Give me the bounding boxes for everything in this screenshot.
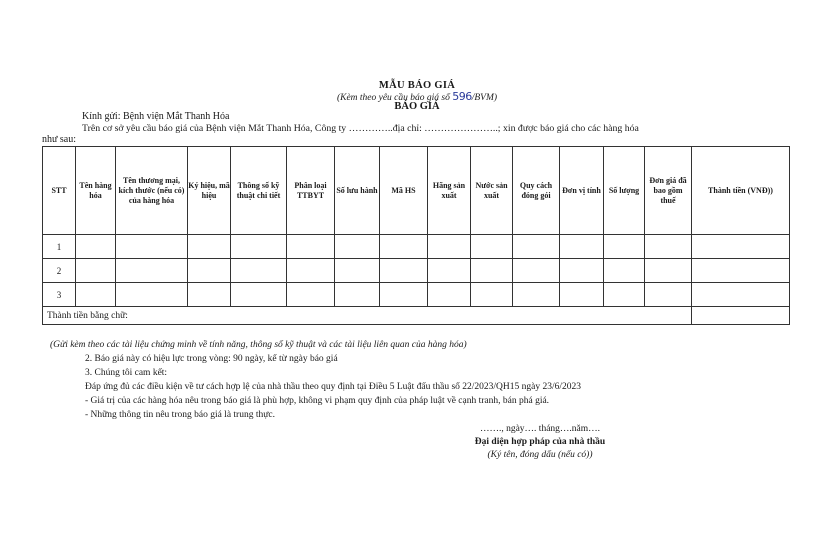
subtitle-suffix: /BVM) <box>471 93 498 103</box>
signature-date: ……., ngày…. tháng….năm…. <box>479 424 601 434</box>
row-number: 1 <box>43 235 76 259</box>
quotation-table <box>42 146 790 325</box>
column-header: Đơn giá đã bao gồm thuế <box>645 147 692 235</box>
total-in-words-label: Thành tiền bằng chữ: <box>43 307 692 325</box>
row-number: 2 <box>43 259 76 283</box>
commitment-title: 3. Chúng tôi cam kết: <box>85 368 168 378</box>
table-row <box>43 235 790 259</box>
column-header: Đơn vị tính <box>560 147 604 235</box>
column-header: Số lưu hành <box>335 147 380 235</box>
total-row <box>43 307 790 325</box>
document-title: MẪU BÁO GIÁ <box>378 80 456 91</box>
column-header: Hãng sản xuất <box>428 147 471 235</box>
column-header: STT <box>43 147 76 235</box>
column-header: Quy cách đóng gói <box>513 147 560 235</box>
commitment-item: - Giá trị của các hàng hóa nêu trong báo giá là phù hợp, không vi phạm quy định của pháp luật về cạnh tranh, bán phá giá. <box>85 396 550 406</box>
column-header: Nước sản xuất <box>471 147 513 235</box>
commitment-item: Đáp ứng đủ các điều kiện về tư cách hợp lệ của nhà thầu theo quy định tại Điều 5 Luật đấu thầu số 22/2023/QH15 ngày 23/6/2023 <box>85 382 582 392</box>
recipient-line: Kính gửi: Bệnh viện Mắt Thanh Hóa <box>82 111 230 122</box>
request-line-continued: như sau: <box>42 134 77 145</box>
table-row <box>43 259 790 283</box>
request-line: Trên cơ sở yêu cầu báo giá của Bệnh viện Mắt Thanh Hóa, Công ty …………..địa chỉ: …………………..; xin được báo giá cho các hàng hóa <box>82 123 639 134</box>
column-header: Phân loại TTBYT <box>287 147 335 235</box>
column-header: Số lượng <box>604 147 645 235</box>
column-header: Thông số kỹ thuật chi tiết <box>231 147 287 235</box>
column-header: Tên thương mại, kích thước (nếu có) của hàng hóa <box>116 147 188 235</box>
subtitle-prefix: (Kèm theo yêu cầu báo giá số <box>336 93 453 103</box>
row-number: 3 <box>43 283 76 307</box>
attachment-note: (Gửi kèm theo các tài liệu chứng minh về tính năng, thông số kỹ thuật và các tài liệu liên quan của hàng hóa) <box>50 340 467 350</box>
column-header: Tên hàng hóa <box>76 147 116 235</box>
table-row <box>43 283 790 307</box>
signature-note: (Ký tên, đóng dấu (nếu có)) <box>487 450 593 460</box>
commitment-item: - Những thông tin nêu trong báo giá là trung thực. <box>85 410 275 420</box>
handwritten-request-number: 596 <box>452 90 472 103</box>
column-header: Mã HS <box>380 147 428 235</box>
column-header: Thành tiền (VNĐ)) <box>692 147 790 235</box>
signature-representative: Đại diện hợp pháp của nhà thầu <box>474 437 606 447</box>
validity-line: 2. Báo giá này có hiệu lực trong vòng: 90 ngày, kể từ ngày báo giá <box>85 354 338 364</box>
column-header: Ký hiệu, mã hiệu <box>188 147 231 235</box>
table-header-row <box>43 147 790 235</box>
quotation-heading: BÁO GIÁ <box>394 101 440 112</box>
